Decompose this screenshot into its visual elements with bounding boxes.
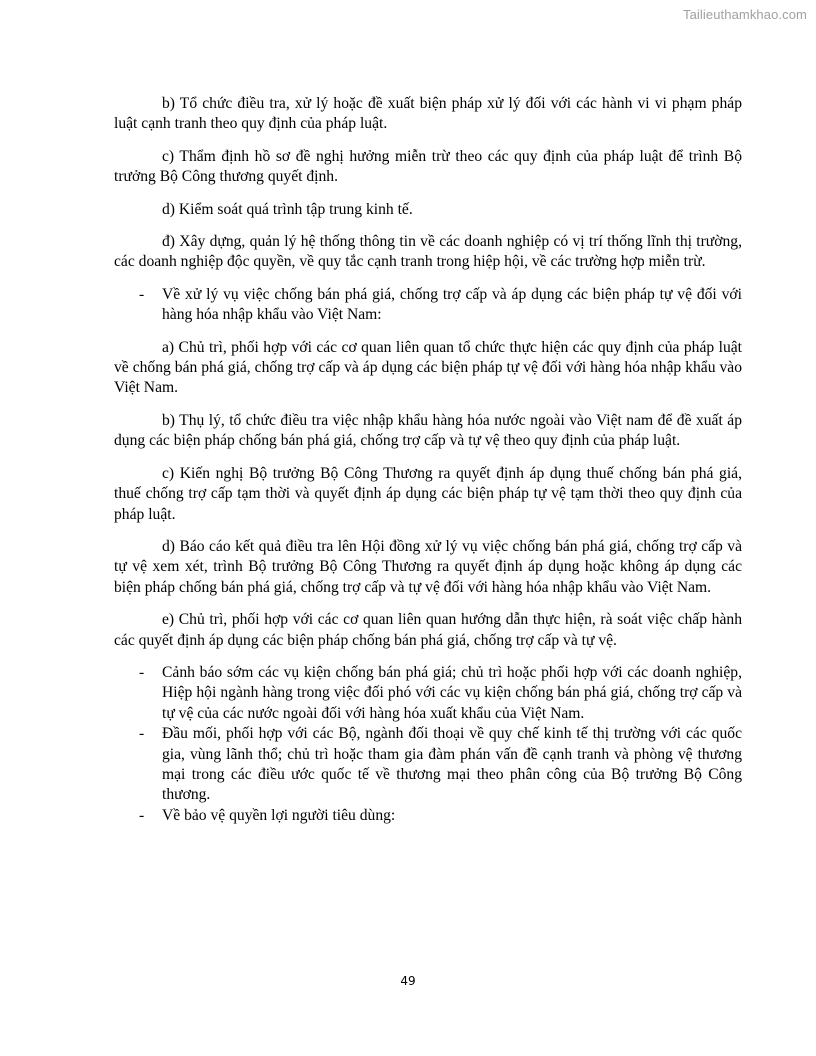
section-paragraph-b: b) Thụ lý, tổ chức điều tra việc nhập khẩu hàng hóa nước ngoài vào Việt nam để đề xuất áp dụng các biện pháp chống bán phá giá, chống trợ cấp và tự vệ theo quy định của pháp luật. <box>114 411 742 450</box>
dash-bullet: - <box>139 663 145 681</box>
dash-bullet: - <box>139 806 145 824</box>
dash-item-early-warning <box>114 663 742 724</box>
dash-bullet: - <box>139 285 145 303</box>
paragraph-d: d) Kiểm soát quá trình tập trung kinh tế. <box>162 200 413 218</box>
paragraph-b: b) Tổ chức điều tra, xử lý hoặc đề xuất biện pháp xử lý đối với các hành vi vi phạm pháp luật cạnh tranh theo quy định của pháp luật. <box>114 95 742 133</box>
section-paragraph-a: a) Chủ trì, phối hợp với các cơ quan liên quan tổ chức thực hiện các quy định của pháp luật về chống bán phá giá, chống trợ cấp và áp dụng các biện pháp tự vệ đối với hàng hóa nhập khẩu vào Việt Nam. <box>114 338 742 397</box>
page-number: 49 <box>400 974 416 988</box>
dash-bullet: - <box>139 725 145 743</box>
dash-item-anti-dumping-section <box>114 285 742 326</box>
dash-item-consumer-protection <box>114 806 742 826</box>
dash-item-coordination <box>114 724 742 806</box>
dash-item-text: Về xử lý vụ việc chống bán phá giá, chống trợ cấp và áp dụng các biện pháp tự vệ đối với hàng hóa nhập khẩu vào Việt Nam: <box>162 285 742 324</box>
document-body <box>114 94 742 826</box>
dash-item-text: Đầu mối, phối hợp với các Bộ, ngành đối thoại về quy chế kinh tế thị trường với các quốc gia, vùng lãnh thổ; chủ trì hoặc tham gia đàm phán vấn đề cạnh tranh và phòng vệ thương mại trong các điều ước quốc tế về thương mại theo phân công của Bộ trưởng Bộ Công thương. <box>162 725 742 804</box>
paragraph-c: c) Thẩm định hồ sơ đề nghị hưởng miễn trừ theo các quy định của pháp luật để trình Bộ trưởng Bộ Công thương quyết định. <box>114 147 742 186</box>
section-paragraph-d: d) Báo cáo kết quả điều tra lên Hội đồng xử lý vụ việc chống bán phá giá, chống trợ cấp và tự vệ xem xét, trình Bộ trưởng Bộ Công Thương ra quyết định áp dụng hoặc không áp dụng các biện pháp chống bán phá giá, chống trợ cấp và tự vệ đối với hàng hóa nhập khẩu vào Việt Nam. <box>114 537 742 596</box>
section-paragraph-c: c) Kiến nghị Bộ trưởng Bộ Công Thương ra quyết định áp dụng thuế chống bán phá giá, thuế chống trợ cấp tạm thời và quyết định áp dụng các biện pháp tự vệ tạm thời theo quy định của pháp luật. <box>114 464 742 523</box>
section-paragraph-e: e) Chủ trì, phối hợp với các cơ quan liên quan hướng dẫn thực hiện, rà soát việc chấp hành các quyết định áp dụng các biện pháp chống bán phá giá, chống trợ cấp và tự vệ. <box>114 611 742 649</box>
paragraph-dd: đ) Xây dựng, quản lý hệ thống thông tin về các doanh nghiệp có vị trí thống lĩnh thị trường, các doanh nghiệp độc quyền, về quy tắc cạnh tranh trong hiệp hội, về các trường hợp miễn trừ. <box>114 233 742 271</box>
dash-item-text: Về bảo vệ quyền lợi người tiêu dùng: <box>162 806 396 824</box>
watermark-text: Tailieuthamkhao.com <box>682 7 807 22</box>
dash-item-text: Cảnh báo sớm các vụ kiện chống bán phá giá; chủ trì hoặc phối hợp với các doanh nghiệp, Hiệp hội ngành hàng trong việc đối phó với các vụ kiện chống bán phá giá, chống trợ cấp và tự vệ của các nước ngoài đối với hàng hóa xuất khẩu của Việt Nam. <box>162 663 742 722</box>
